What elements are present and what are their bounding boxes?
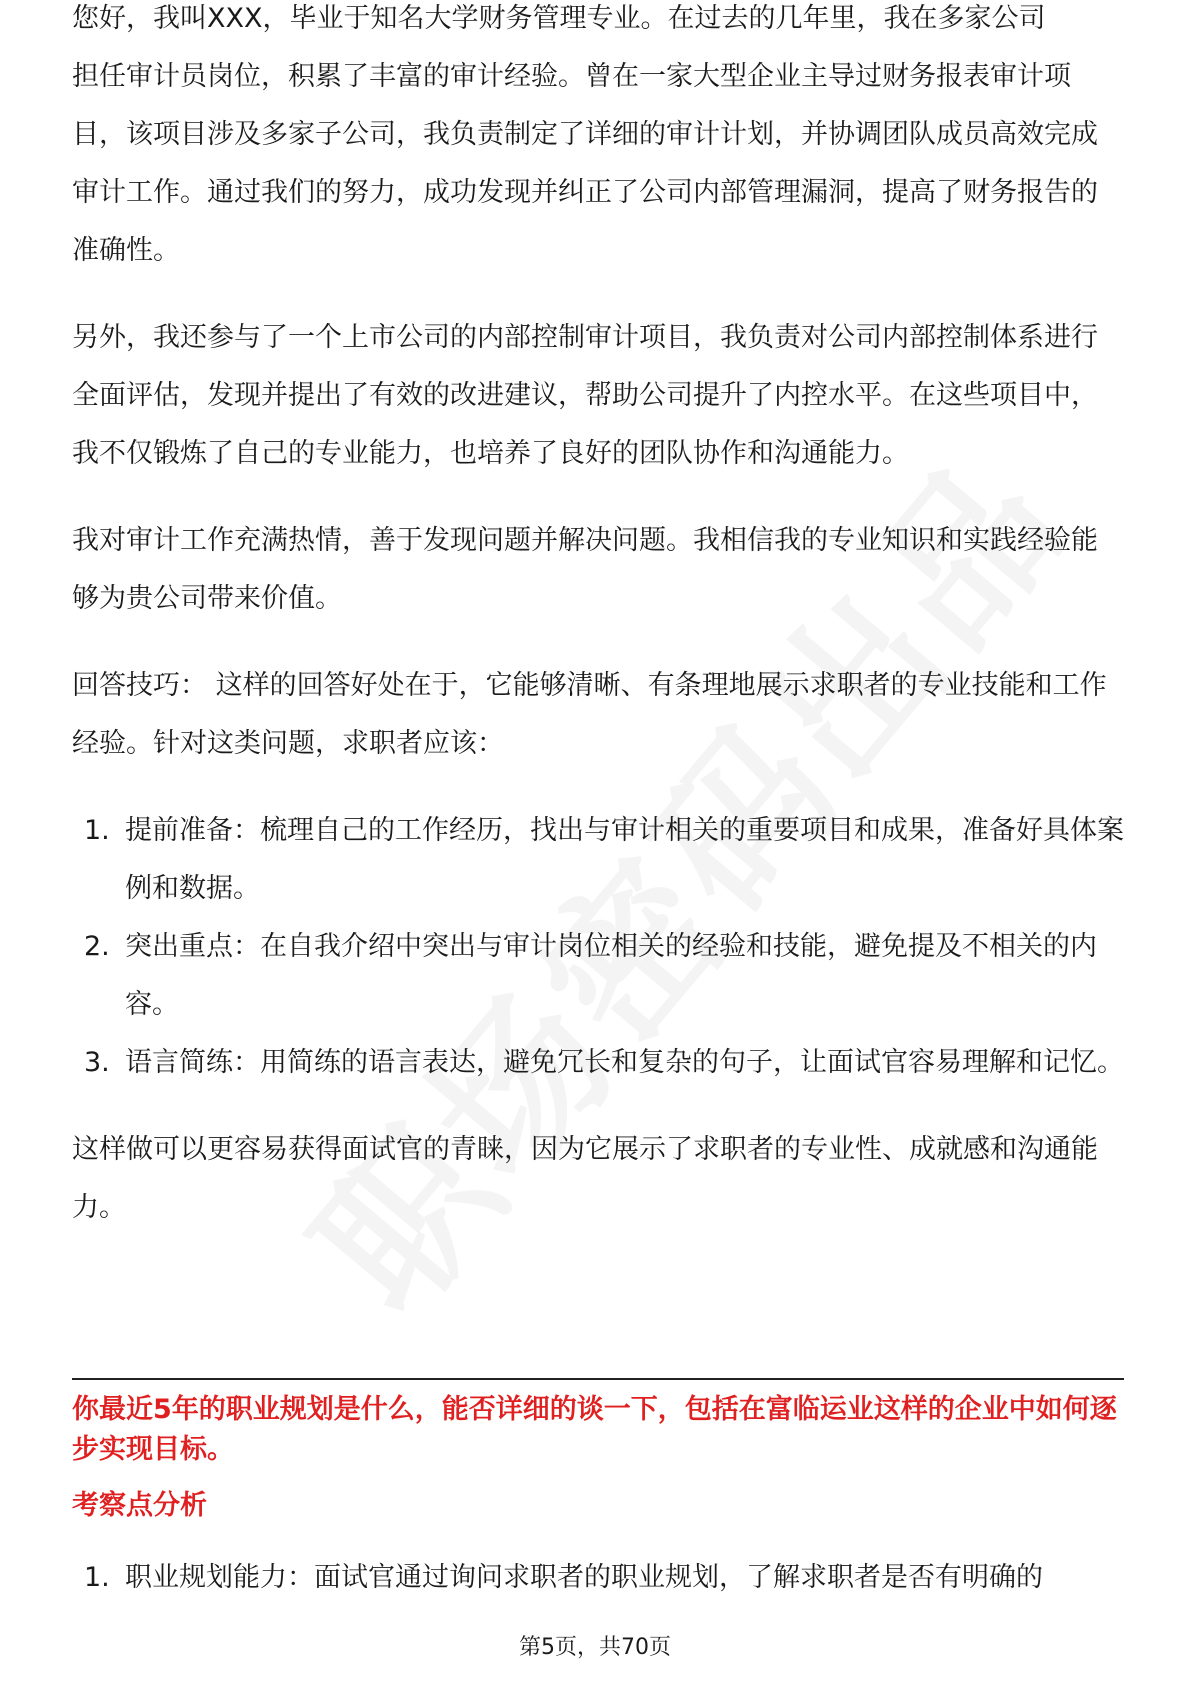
section-divider (72, 1378, 1124, 1380)
paragraph-experience: 担任审计员岗位，积累了丰富的审计经验。曾在一家大型企业主导过财务报表审计项目，该项目涉及多家子公司，我负责制定了详细的审计计划，并协调团队成员高效完成审计工作。通过我们的努力，成功发现并纠正了公司内部管理漏洞，提高了财务报告的准确性。 (72, 61, 1098, 266)
list-item (72, 1549, 1124, 1607)
analysis-body (72, 1549, 1124, 1607)
tips-list (72, 802, 1124, 1092)
page-number: 第5页，共70页 (519, 1635, 671, 1660)
list-text: 语言简练：用简练的语言表达，避免冗长和复杂的句子，让面试官容易理解和记忆。 (125, 1047, 1124, 1078)
list-text: 提前准备：梳理自己的工作经历，找出与审计相关的重要项目和成果，准备好具体案例和数据。 (125, 815, 1124, 904)
cut-off-line (72, 0, 1124, 48)
list-number: 1. (84, 1562, 110, 1593)
paragraph-tips-intro: 回答技巧： 这样的回答好处在于，它能够清晰、有条理地展示求职者的专业技能和工作经验。针对这类问题，求职者应该： (72, 670, 1107, 759)
list-item (72, 802, 1124, 918)
list-number: 1. (84, 815, 110, 846)
paragraph-passion: 我对审计工作充满热情，善于发现问题并解决问题。我相信我的专业知识和实践经验能够为贵公司带来价值。 (72, 525, 1098, 614)
paragraph-internal-control: 另外，我还参与了一个上市公司的内部控制审计项目，我负责对公司内部控制体系进行全面评估，发现并提出了有效的改进建议，帮助公司提升了内控水平。在这些项目中，我不仅锻炼了自己的专业能力，也培养了良好的团队协作和沟通能力。 (72, 322, 1098, 469)
answer-body (72, 3, 1124, 1266)
list-number: 2. (84, 931, 110, 962)
analysis-list (72, 1549, 1124, 1607)
section-heading: 考察点分析 (72, 1490, 207, 1521)
list-item (72, 918, 1124, 1034)
list-text: 突出重点：在自我介绍中突出与审计岗位相关的经验和技能，避免提及不相关的内容。 (125, 931, 1097, 1020)
list-number: 3. (84, 1047, 110, 1078)
paragraph-conclusion: 这样做可以更容易获得面试官的青睐，因为它展示了求职者的专业性、成就感和沟通能力。 (72, 1134, 1098, 1223)
question-heading: 你最近5年的职业规划是什么，能否详细的谈一下，包括在富临运业这样的企业中如何逐步实现目标。 (72, 1394, 1117, 1465)
list-text: 职业规划能力：面试官通过询问求职者的职业规划，了解求职者是否有明确的 (125, 1562, 1043, 1593)
list-item (72, 1034, 1124, 1092)
paragraph-text: 您好，我叫XXX，毕业于知名大学财务管理专业。在过去的几年里，我在多家公司 (72, 3, 1046, 34)
